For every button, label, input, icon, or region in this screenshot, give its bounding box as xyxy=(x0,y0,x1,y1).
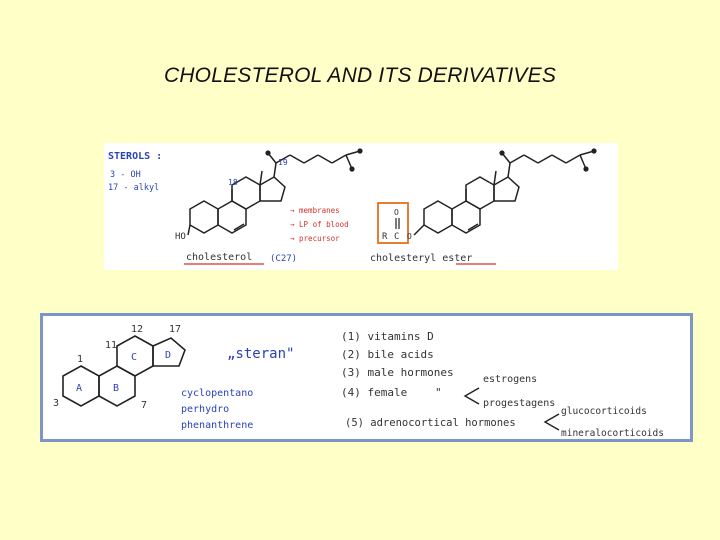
ester-oxygen: O xyxy=(407,232,412,241)
ditto-mark: " xyxy=(435,386,442,399)
sterols-note-line1: 3 - OH xyxy=(110,170,141,180)
steran-structure xyxy=(63,336,185,406)
carbon-1-label: 1 xyxy=(77,354,84,365)
sterols-note-line2: 17 - alkyl xyxy=(108,183,160,193)
methyl-dot xyxy=(357,148,362,153)
hydroxyl-label: HO xyxy=(175,232,186,242)
steran-full-name-2: perhydro xyxy=(181,404,230,415)
ester-carbon: C xyxy=(394,232,400,242)
cholesterol-structures-panel xyxy=(104,143,618,270)
carbon-17-label: 17 xyxy=(169,324,182,335)
methyl-dot xyxy=(265,150,270,155)
carbon-12-label: 12 xyxy=(131,324,144,335)
cholesteryl-ester-name: cholesteryl ester xyxy=(370,253,473,264)
derivative-item-2: (2) bile acids xyxy=(341,348,434,361)
carbon-7-label: 7 xyxy=(141,400,148,411)
ester-carbonyl-oxygen: O xyxy=(394,208,399,217)
carbon-11-label: 11 xyxy=(105,340,118,351)
ring-a-label: A xyxy=(76,383,83,394)
adrenocortical-subtype-2: mineralocorticoids xyxy=(561,428,664,439)
steran-full-name-3: phenanthrene xyxy=(181,420,254,431)
adrenocortical-subtype-1: glucocorticoids xyxy=(561,406,647,417)
cholesterol-role-3: → precursor xyxy=(290,234,340,243)
carbon-3-label: 3 xyxy=(53,398,60,409)
steran-derivatives-drawing xyxy=(43,316,690,439)
cholesterol-role-1: → membranes xyxy=(290,206,340,215)
derivative-item-4: (4) female xyxy=(341,386,408,399)
cholesterol-structures-drawing xyxy=(104,143,618,270)
sterols-heading: STEROLS : xyxy=(108,151,163,162)
cholesterol-role-2: → LP of blood xyxy=(290,220,349,229)
derivative-item-3: (3) male hormones xyxy=(341,366,454,379)
ring-d-label: D xyxy=(165,350,172,361)
carbon-19-label: 19 xyxy=(278,158,288,167)
carbon-18-label: 18 xyxy=(228,178,238,187)
cholesteryl-ester-structure xyxy=(414,151,594,235)
female-subtype-1: estrogens xyxy=(483,374,538,385)
cholesterol-name: cholesterol xyxy=(186,252,253,263)
steran-full-name-1: cyclopentano xyxy=(181,388,254,399)
ring-b-label: B xyxy=(113,383,120,394)
ester-r-group: R xyxy=(382,232,388,242)
slide-title: CHOLESTEROL AND ITS DERIVATIVES xyxy=(163,64,557,87)
cholesterol-formula: (C27) xyxy=(270,254,298,264)
derivative-item-5: (5) adrenocortical hormones xyxy=(345,417,516,429)
female-subtype-2: progestagens xyxy=(483,398,556,409)
methyl-dot xyxy=(349,166,354,171)
ring-c-label: C xyxy=(131,352,138,363)
steran-derivatives-panel xyxy=(40,313,693,442)
steran-name: „steran" xyxy=(227,346,295,362)
derivative-item-1: (1) vitamins D xyxy=(341,330,434,343)
